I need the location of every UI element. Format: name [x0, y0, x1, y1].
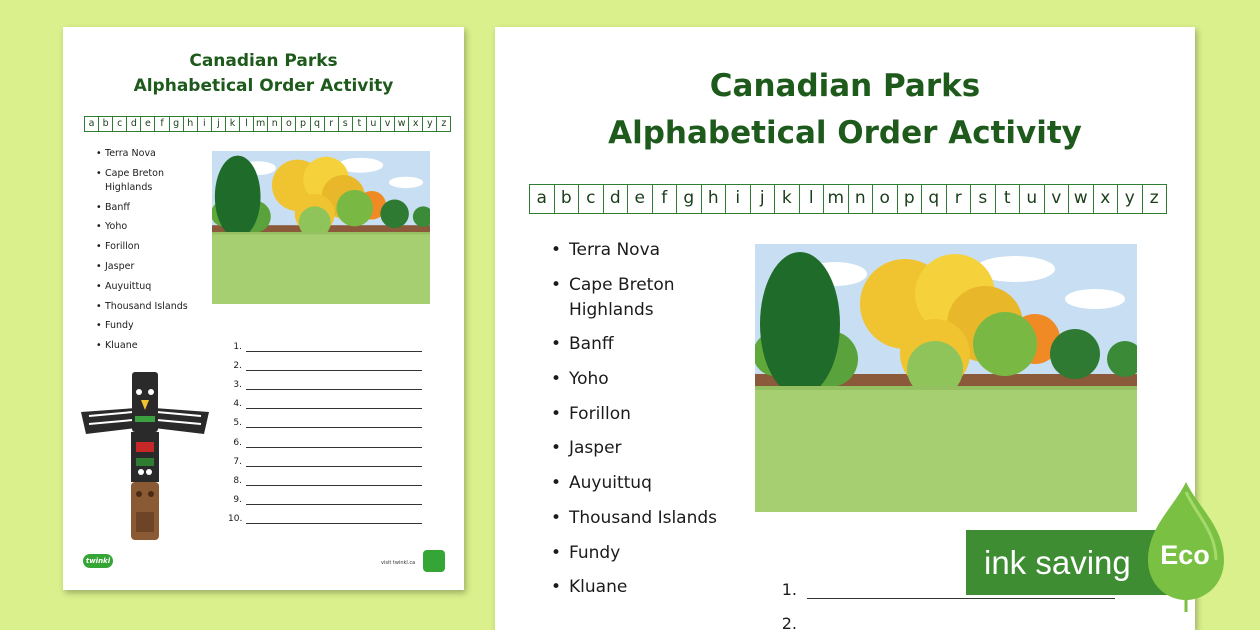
alphabet-letter: b [555, 184, 580, 214]
alphabet-letter: x [1094, 184, 1119, 214]
page-title [63, 49, 464, 99]
park-list-item: • Thousand Islands [96, 300, 206, 314]
park-list-item: • Thousand Islands [551, 506, 751, 531]
alphabet-strip-large [529, 184, 1167, 214]
park-list-item: • Auyuittuq [96, 280, 206, 294]
alphabet-letter: t [353, 116, 367, 132]
park-list-item: • Auyuittuq [551, 471, 751, 496]
answer-line[interactable] [246, 494, 422, 505]
park-list-item: • Kluane [96, 339, 206, 353]
park-list-item: • Jasper [551, 436, 751, 461]
alphabet-letter: w [1069, 184, 1094, 214]
answer-row [228, 486, 422, 505]
answer-line[interactable] [246, 437, 422, 448]
answer-row [228, 467, 422, 486]
alphabet-letter: z [437, 116, 451, 132]
alphabet-letter: d [604, 184, 629, 214]
answer-row [228, 505, 422, 524]
alphabet-letter: c [579, 184, 604, 214]
twinkl-badge-icon [423, 550, 445, 572]
answer-number: 3. [233, 380, 242, 391]
alphabet-letter: i [726, 184, 751, 214]
park-list-item: • Banff [551, 332, 751, 357]
alphabet-letter: f [155, 116, 169, 132]
title-line-2: Alphabetical Order Activity [133, 76, 394, 96]
park-list-item: • Kluane [551, 575, 751, 600]
alphabet-letter: l [800, 184, 825, 214]
alphabet-letter: g [170, 116, 184, 132]
park-list-item: • Terra Nova [551, 238, 751, 263]
alphabet-letter: k [775, 184, 800, 214]
answer-row [228, 428, 422, 447]
answer-number: 8. [233, 475, 242, 486]
park-list-item: • Forillon [551, 402, 751, 427]
alphabet-letter: s [971, 184, 996, 214]
alphabet-letter: b [99, 116, 113, 132]
answer-row [228, 371, 422, 390]
alphabet-letter: o [282, 116, 296, 132]
alphabet-letter: n [268, 116, 282, 132]
alphabet-letter: t [996, 184, 1021, 214]
alphabet-letter: n [849, 184, 874, 214]
alphabet-letter: q [922, 184, 947, 214]
park-list-item: • Cape Breton Highlands [551, 273, 751, 323]
alphabet-letter: d [127, 116, 141, 132]
answer-number: 2. [233, 361, 242, 372]
alphabet-letter: x [409, 116, 423, 132]
alphabet-letter: i [198, 116, 212, 132]
alphabet-letter: f [653, 184, 678, 214]
alphabet-letter: e [628, 184, 653, 214]
answer-row [228, 448, 422, 467]
answer-row [779, 599, 1115, 630]
alphabet-letter: w [395, 116, 409, 132]
title-line-1: Canadian Parks [189, 51, 338, 71]
answer-line[interactable] [246, 475, 422, 486]
answer-line[interactable] [246, 379, 422, 390]
park-list-item: • Terra Nova [96, 147, 206, 161]
park-scene-illustration-large [755, 244, 1137, 512]
answer-number: 10. [228, 513, 243, 524]
park-scene-illustration [212, 151, 430, 304]
alphabet-letter: y [1118, 184, 1143, 214]
alphabet-letter: e [141, 116, 155, 132]
park-list-large [551, 238, 751, 610]
answer-line[interactable] [807, 614, 1115, 630]
alphabet-letter: v [1045, 184, 1070, 214]
title-line-2: Alphabetical Order Activity [608, 115, 1082, 151]
page-title-large [495, 63, 1195, 157]
alphabet-letter: r [947, 184, 972, 214]
alphabet-letter: m [254, 116, 268, 132]
alphabet-letter: p [898, 184, 923, 214]
park-list-item: • Banff [96, 201, 206, 215]
twinkl-logo: twinkl [83, 554, 113, 568]
answer-line[interactable] [246, 341, 422, 352]
alphabet-letter: k [226, 116, 240, 132]
totem-icon [81, 372, 209, 540]
alphabet-letter: l [240, 116, 254, 132]
answer-number: 7. [233, 456, 242, 467]
alphabet-letter: v [381, 116, 395, 132]
alphabet-letter: h [184, 116, 198, 132]
answer-line[interactable] [246, 360, 422, 371]
alphabet-letter: j [751, 184, 776, 214]
ink-saving-banner: ink saving [966, 530, 1204, 595]
park-list-item: • Fundy [96, 319, 206, 333]
worksheet-thumbnail [63, 27, 464, 590]
park-list-item: • Yoho [551, 367, 751, 392]
alphabet-letter: z [1143, 184, 1168, 214]
park-list-item: • Forillon [96, 240, 206, 254]
answer-number: 1. [233, 342, 242, 353]
alphabet-letter: r [325, 116, 339, 132]
answer-row [228, 333, 422, 352]
answer-line[interactable] [246, 417, 422, 428]
title-line-1: Canadian Parks [709, 68, 981, 104]
alphabet-letter: j [212, 116, 226, 132]
website-link: visit twinkl.ca [381, 560, 416, 566]
answer-row [228, 390, 422, 409]
alphabet-letter: a [85, 116, 99, 132]
alphabet-letter: a [530, 184, 555, 214]
alphabet-letter: u [1020, 184, 1045, 214]
alphabet-letter: p [296, 116, 310, 132]
alphabet-letter: u [367, 116, 381, 132]
answer-line[interactable] [246, 398, 422, 409]
park-list-item: • Cape Breton Highlands [96, 167, 206, 195]
answer-row [228, 409, 422, 428]
answer-lines [228, 333, 422, 524]
answer-number: 5. [233, 418, 242, 429]
park-list-item: • Yoho [96, 220, 206, 234]
alphabet-letter: y [423, 116, 437, 132]
answer-number: 4. [233, 399, 242, 410]
park-list-item: • Fundy [551, 541, 751, 566]
alphabet-letter: s [339, 116, 353, 132]
answer-number: 1. [781, 580, 797, 599]
alphabet-letter: o [873, 184, 898, 214]
answer-number: 9. [233, 494, 242, 505]
answer-line[interactable] [246, 513, 422, 524]
park-list [96, 147, 206, 359]
eco-label: Eco [1160, 540, 1210, 570]
alphabet-letter: m [824, 184, 849, 214]
alphabet-letter: h [702, 184, 727, 214]
alphabet-letter: g [677, 184, 702, 214]
alphabet-letter: c [113, 116, 127, 132]
answer-number: 2. [781, 614, 797, 630]
answer-number: 6. [233, 437, 242, 448]
alphabet-letter: q [311, 116, 325, 132]
park-list-item: • Jasper [96, 260, 206, 274]
answer-line[interactable] [246, 456, 422, 467]
answer-row [228, 352, 422, 371]
alphabet-strip [84, 116, 451, 132]
